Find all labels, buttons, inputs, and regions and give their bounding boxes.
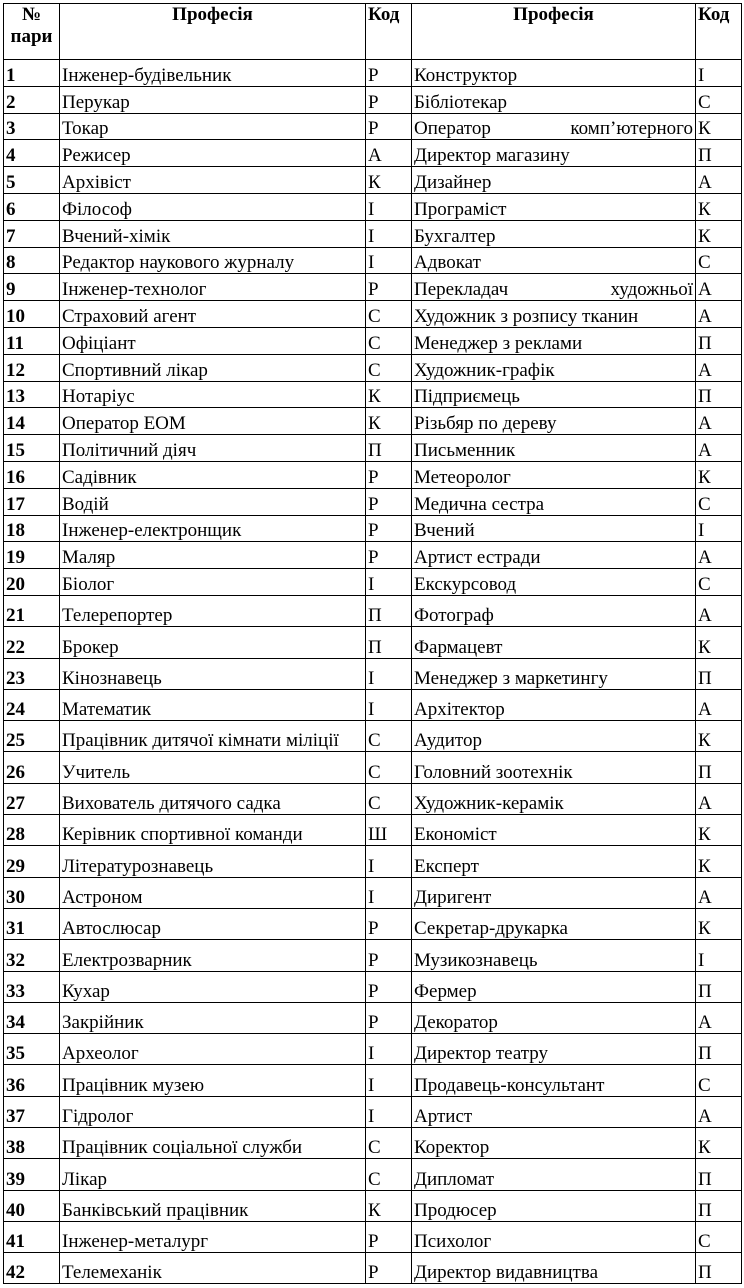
code-2-cell: С: [696, 1065, 742, 1096]
profession-1-cell: Редактор наукового журналу: [60, 247, 366, 274]
profession-1-cell: Телемеханік: [60, 1253, 366, 1284]
profession-1-cell: Керівник спортивної команди: [60, 815, 366, 846]
code-1-cell: Р: [366, 461, 412, 488]
profession-1-cell: Астроном: [60, 877, 366, 908]
table-row: [4, 1221, 742, 1252]
pair-number-cell: 39: [4, 1159, 60, 1190]
profession-2-cell: Менеджер з реклами: [412, 327, 696, 354]
profession-1-cell: Інженер-металург: [60, 1221, 366, 1252]
code-1-cell: Р: [366, 1002, 412, 1033]
profession-1-cell: Електрозварник: [60, 940, 366, 971]
pair-number-cell: 13: [4, 381, 60, 408]
code-2-cell: П: [696, 1253, 742, 1284]
table-row: [4, 846, 742, 877]
code-1-cell: П: [366, 627, 412, 658]
code-2-cell: К: [696, 113, 742, 140]
profession-1-cell: Садівник: [60, 461, 366, 488]
profession-2-cell: Медична сестра: [412, 488, 696, 515]
pair-number-cell: 4: [4, 140, 60, 167]
code-1-cell: А: [366, 140, 412, 167]
profession-2-cell: Дизайнер: [412, 167, 696, 194]
pair-number-cell: 29: [4, 846, 60, 877]
table-row: [4, 60, 742, 87]
pair-number-cell: 6: [4, 193, 60, 220]
profession-1-cell: Маляр: [60, 542, 366, 569]
pair-number-cell: 1: [4, 60, 60, 87]
table-row: [4, 1127, 742, 1158]
pair-number-cell: 15: [4, 435, 60, 462]
code-2-cell: А: [696, 301, 742, 328]
code-1-cell: І: [366, 220, 412, 247]
profession-1-cell: Водій: [60, 488, 366, 515]
profession-1-cell: Вчений-хімік: [60, 220, 366, 247]
profession-1-cell: Біолог: [60, 569, 366, 596]
pair-number-cell: 28: [4, 815, 60, 846]
code-1-cell: Р: [366, 1253, 412, 1284]
profession-1-cell: Кухар: [60, 971, 366, 1002]
code-2-cell: П: [696, 140, 742, 167]
pair-number-cell: 14: [4, 408, 60, 435]
code-1-cell: І: [366, 1065, 412, 1096]
profession-2-cell: Фотограф: [412, 595, 696, 626]
code-1-cell: Р: [366, 908, 412, 939]
pair-number-cell: 8: [4, 247, 60, 274]
code-2-cell: І: [696, 60, 742, 87]
profession-2-cell: Артист естради: [412, 542, 696, 569]
table-header-row: [4, 4, 742, 60]
table-row: [4, 488, 742, 515]
code-2-cell: А: [696, 689, 742, 720]
profession-1-cell: Інженер-будівельник: [60, 60, 366, 87]
profession-1-cell: Літературознавець: [60, 846, 366, 877]
table-row: [4, 815, 742, 846]
table-row: [4, 274, 742, 301]
code-2-cell: І: [696, 515, 742, 542]
profession-2-cell: Художник-керамік: [412, 783, 696, 814]
table-row: [4, 408, 742, 435]
code-2-cell: К: [696, 846, 742, 877]
table-row: [4, 167, 742, 194]
table-row: [4, 461, 742, 488]
pair-number-cell: 32: [4, 940, 60, 971]
code-2-cell: А: [696, 783, 742, 814]
pair-number-cell: 12: [4, 354, 60, 381]
profession-2-cell: Експерт: [412, 846, 696, 877]
code-2-cell: П: [696, 971, 742, 1002]
table-row: [4, 721, 742, 752]
profession-2-cell: Аудитор: [412, 721, 696, 752]
profession-2-cell: Адвокат: [412, 247, 696, 274]
pair-number-cell: 30: [4, 877, 60, 908]
code-1-cell: І: [366, 1034, 412, 1065]
table-row: [4, 140, 742, 167]
code-2-cell: К: [696, 193, 742, 220]
pair-number-cell: 10: [4, 301, 60, 328]
code-2-cell: С: [696, 247, 742, 274]
code-1-cell: Р: [366, 60, 412, 87]
profession-1-cell: Політичний діяч: [60, 435, 366, 462]
profession-2-cell: Програміст: [412, 193, 696, 220]
profession-2-cell: Письменник: [412, 435, 696, 462]
table-row: [4, 542, 742, 569]
header-profession-1: Професія: [60, 4, 366, 60]
code-1-cell: К: [366, 408, 412, 435]
code-2-cell: П: [696, 658, 742, 689]
pair-number-cell: 20: [4, 569, 60, 596]
table-row: [4, 1065, 742, 1096]
profession-2-cell: Артист: [412, 1096, 696, 1127]
table-row: [4, 301, 742, 328]
pair-number-cell: 22: [4, 627, 60, 658]
profession-2-cell: Метеоролог: [412, 461, 696, 488]
code-2-cell: А: [696, 595, 742, 626]
table-row: [4, 86, 742, 113]
profession-1-cell: Гідролог: [60, 1096, 366, 1127]
profession-2-cell: Директор видавництва: [412, 1253, 696, 1284]
profession-2-cell: Менеджер з маркетингу: [412, 658, 696, 689]
profession-2-cell: Фармацевт: [412, 627, 696, 658]
pair-number-cell: 17: [4, 488, 60, 515]
profession-2-cell: Економіст: [412, 815, 696, 846]
profession-2-cell: Різьбяр по дереву: [412, 408, 696, 435]
profession-2-cell: Художник з розпису тканин: [412, 301, 696, 328]
header-code-2: Код: [696, 4, 742, 60]
table-row: [4, 354, 742, 381]
pair-number-cell: 26: [4, 752, 60, 783]
profession-1-cell: Вихователь дитячого садка: [60, 783, 366, 814]
table-row: [4, 113, 742, 140]
code-1-cell: П: [366, 435, 412, 462]
table-row: [4, 515, 742, 542]
code-2-cell: І: [696, 940, 742, 971]
code-2-cell: А: [696, 354, 742, 381]
profession-1-cell: Страховий агент: [60, 301, 366, 328]
code-1-cell: Р: [366, 940, 412, 971]
profession-1-cell: Телерепортер: [60, 595, 366, 626]
pair-number-cell: 36: [4, 1065, 60, 1096]
pair-number-cell: 34: [4, 1002, 60, 1033]
pair-number-cell: 40: [4, 1190, 60, 1221]
code-1-cell: І: [366, 846, 412, 877]
code-1-cell: Р: [366, 971, 412, 1002]
profession-2-cell: Оператор комп’ютерного: [412, 113, 696, 140]
profession-1-cell: Лікар: [60, 1159, 366, 1190]
code-1-cell: Р: [366, 1221, 412, 1252]
code-1-cell: С: [366, 752, 412, 783]
pair-number-cell: 42: [4, 1253, 60, 1284]
table-row: [4, 908, 742, 939]
code-1-cell: Ш: [366, 815, 412, 846]
table-row: [4, 783, 742, 814]
profession-2-cell: Коректор: [412, 1127, 696, 1158]
code-1-cell: С: [366, 1127, 412, 1158]
header-code-1: Код: [366, 4, 412, 60]
table-row: [4, 658, 742, 689]
pair-number-cell: 21: [4, 595, 60, 626]
profession-2-cell: Архітектор: [412, 689, 696, 720]
code-1-cell: П: [366, 595, 412, 626]
table-row: [4, 752, 742, 783]
code-2-cell: П: [696, 1190, 742, 1221]
profession-1-cell: Працівник музею: [60, 1065, 366, 1096]
pair-number-cell: 33: [4, 971, 60, 1002]
profession-2-cell: Художник-графік: [412, 354, 696, 381]
profession-1-cell: Архівіст: [60, 167, 366, 194]
profession-1-cell: Токар: [60, 113, 366, 140]
profession-2-cell: Секретар-друкарка: [412, 908, 696, 939]
table-row: [4, 1159, 742, 1190]
profession-1-cell: Автослюсар: [60, 908, 366, 939]
code-2-cell: К: [696, 220, 742, 247]
code-1-cell: С: [366, 354, 412, 381]
profession-1-cell: Працівник дитячої кімнати міліції: [60, 721, 366, 752]
table-row: [4, 1190, 742, 1221]
table-row: [4, 220, 742, 247]
code-2-cell: А: [696, 1002, 742, 1033]
profession-1-cell: Офіціант: [60, 327, 366, 354]
code-1-cell: Р: [366, 86, 412, 113]
code-2-cell: П: [696, 752, 742, 783]
code-2-cell: П: [696, 1034, 742, 1065]
pair-number-cell: 38: [4, 1127, 60, 1158]
profession-1-cell: Спортивний лікар: [60, 354, 366, 381]
profession-1-cell: Археолог: [60, 1034, 366, 1065]
profession-1-cell: Брокер: [60, 627, 366, 658]
profession-1-cell: Кінознавець: [60, 658, 366, 689]
profession-2-cell: Бібліотекар: [412, 86, 696, 113]
code-2-cell: К: [696, 721, 742, 752]
code-1-cell: С: [366, 327, 412, 354]
code-2-cell: А: [696, 408, 742, 435]
code-1-cell: С: [366, 783, 412, 814]
table-row: [4, 971, 742, 1002]
code-2-cell: К: [696, 1127, 742, 1158]
code-2-cell: С: [696, 569, 742, 596]
table-row: [4, 595, 742, 626]
pair-number-cell: 23: [4, 658, 60, 689]
profession-2-cell: Директор магазину: [412, 140, 696, 167]
profession-2-cell: Директор театру: [412, 1034, 696, 1065]
code-2-cell: А: [696, 1096, 742, 1127]
profession-2-cell: Екскурсовод: [412, 569, 696, 596]
table-row: [4, 1034, 742, 1065]
pair-number-cell: 7: [4, 220, 60, 247]
code-2-cell: П: [696, 327, 742, 354]
code-2-cell: К: [696, 627, 742, 658]
profession-1-cell: Перукар: [60, 86, 366, 113]
table-row: [4, 689, 742, 720]
profession-1-cell: Банківський працівник: [60, 1190, 366, 1221]
profession-2-cell: Вчений: [412, 515, 696, 542]
profession-1-cell: Закрійник: [60, 1002, 366, 1033]
pair-number-cell: 27: [4, 783, 60, 814]
code-1-cell: К: [366, 167, 412, 194]
profession-1-cell: Учитель: [60, 752, 366, 783]
pair-number-cell: 9: [4, 274, 60, 301]
table-row: [4, 327, 742, 354]
code-1-cell: Р: [366, 274, 412, 301]
code-1-cell: С: [366, 1159, 412, 1190]
code-1-cell: І: [366, 1096, 412, 1127]
profession-2-cell: Музикознавець: [412, 940, 696, 971]
header-profession-2: Професія: [412, 4, 696, 60]
code-2-cell: С: [696, 488, 742, 515]
profession-2-cell: Декоратор: [412, 1002, 696, 1033]
code-2-cell: А: [696, 435, 742, 462]
code-2-cell: К: [696, 815, 742, 846]
pair-number-cell: 24: [4, 689, 60, 720]
code-2-cell: С: [696, 86, 742, 113]
profession-1-cell: Інженер-технолог: [60, 274, 366, 301]
pair-number-cell: 25: [4, 721, 60, 752]
code-2-cell: К: [696, 908, 742, 939]
code-2-cell: П: [696, 1159, 742, 1190]
profession-2-cell: Фермер: [412, 971, 696, 1002]
pair-number-cell: 3: [4, 113, 60, 140]
pair-number-cell: 37: [4, 1096, 60, 1127]
pair-number-cell: 16: [4, 461, 60, 488]
profession-2-cell: Конструктор: [412, 60, 696, 87]
table-row: [4, 1253, 742, 1284]
profession-2-cell: Продавець-консультант: [412, 1065, 696, 1096]
pair-number-cell: 41: [4, 1221, 60, 1252]
profession-1-cell: Філософ: [60, 193, 366, 220]
profession-pairs-table: [3, 3, 742, 1284]
pair-number-cell: 2: [4, 86, 60, 113]
code-1-cell: І: [366, 569, 412, 596]
pair-number-cell: 5: [4, 167, 60, 194]
code-2-cell: А: [696, 877, 742, 908]
code-1-cell: І: [366, 689, 412, 720]
profession-2-cell: Психолог: [412, 1221, 696, 1252]
profession-2-cell: Бухгалтер: [412, 220, 696, 247]
table-row: [4, 1002, 742, 1033]
profession-1-cell: Нотаріус: [60, 381, 366, 408]
table-row: [4, 940, 742, 971]
code-2-cell: А: [696, 167, 742, 194]
pair-number-cell: 11: [4, 327, 60, 354]
code-2-cell: А: [696, 274, 742, 301]
code-1-cell: Р: [366, 515, 412, 542]
code-1-cell: С: [366, 721, 412, 752]
header-pair-number: № пари: [4, 4, 60, 60]
profession-1-cell: Інженер-електронщик: [60, 515, 366, 542]
profession-2-cell: Продюсер: [412, 1190, 696, 1221]
table-row: [4, 877, 742, 908]
code-1-cell: І: [366, 247, 412, 274]
pair-number-cell: 35: [4, 1034, 60, 1065]
profession-2-cell: Підприємець: [412, 381, 696, 408]
code-2-cell: С: [696, 1221, 742, 1252]
pair-number-cell: 18: [4, 515, 60, 542]
code-1-cell: І: [366, 658, 412, 689]
profession-1-cell: Працівник соціальної служби: [60, 1127, 366, 1158]
code-2-cell: А: [696, 542, 742, 569]
code-1-cell: С: [366, 301, 412, 328]
code-1-cell: І: [366, 193, 412, 220]
code-1-cell: Р: [366, 542, 412, 569]
profession-2-cell: Диригент: [412, 877, 696, 908]
code-1-cell: К: [366, 381, 412, 408]
table-row: [4, 435, 742, 462]
profession-2-cell: Перекладач художньої: [412, 274, 696, 301]
profession-2-cell: Дипломат: [412, 1159, 696, 1190]
profession-1-cell: Математик: [60, 689, 366, 720]
code-1-cell: К: [366, 1190, 412, 1221]
profession-2-cell: Головний зоотехнік: [412, 752, 696, 783]
profession-1-cell: Оператор ЕОМ: [60, 408, 366, 435]
code-2-cell: К: [696, 461, 742, 488]
table-row: [4, 1096, 742, 1127]
table-row: [4, 381, 742, 408]
code-1-cell: І: [366, 877, 412, 908]
pair-number-cell: 31: [4, 908, 60, 939]
table-row: [4, 193, 742, 220]
code-1-cell: Р: [366, 113, 412, 140]
table-row: [4, 247, 742, 274]
code-1-cell: Р: [366, 488, 412, 515]
profession-1-cell: Режисер: [60, 140, 366, 167]
table-row: [4, 627, 742, 658]
code-2-cell: П: [696, 381, 742, 408]
table-row: [4, 569, 742, 596]
pair-number-cell: 19: [4, 542, 60, 569]
